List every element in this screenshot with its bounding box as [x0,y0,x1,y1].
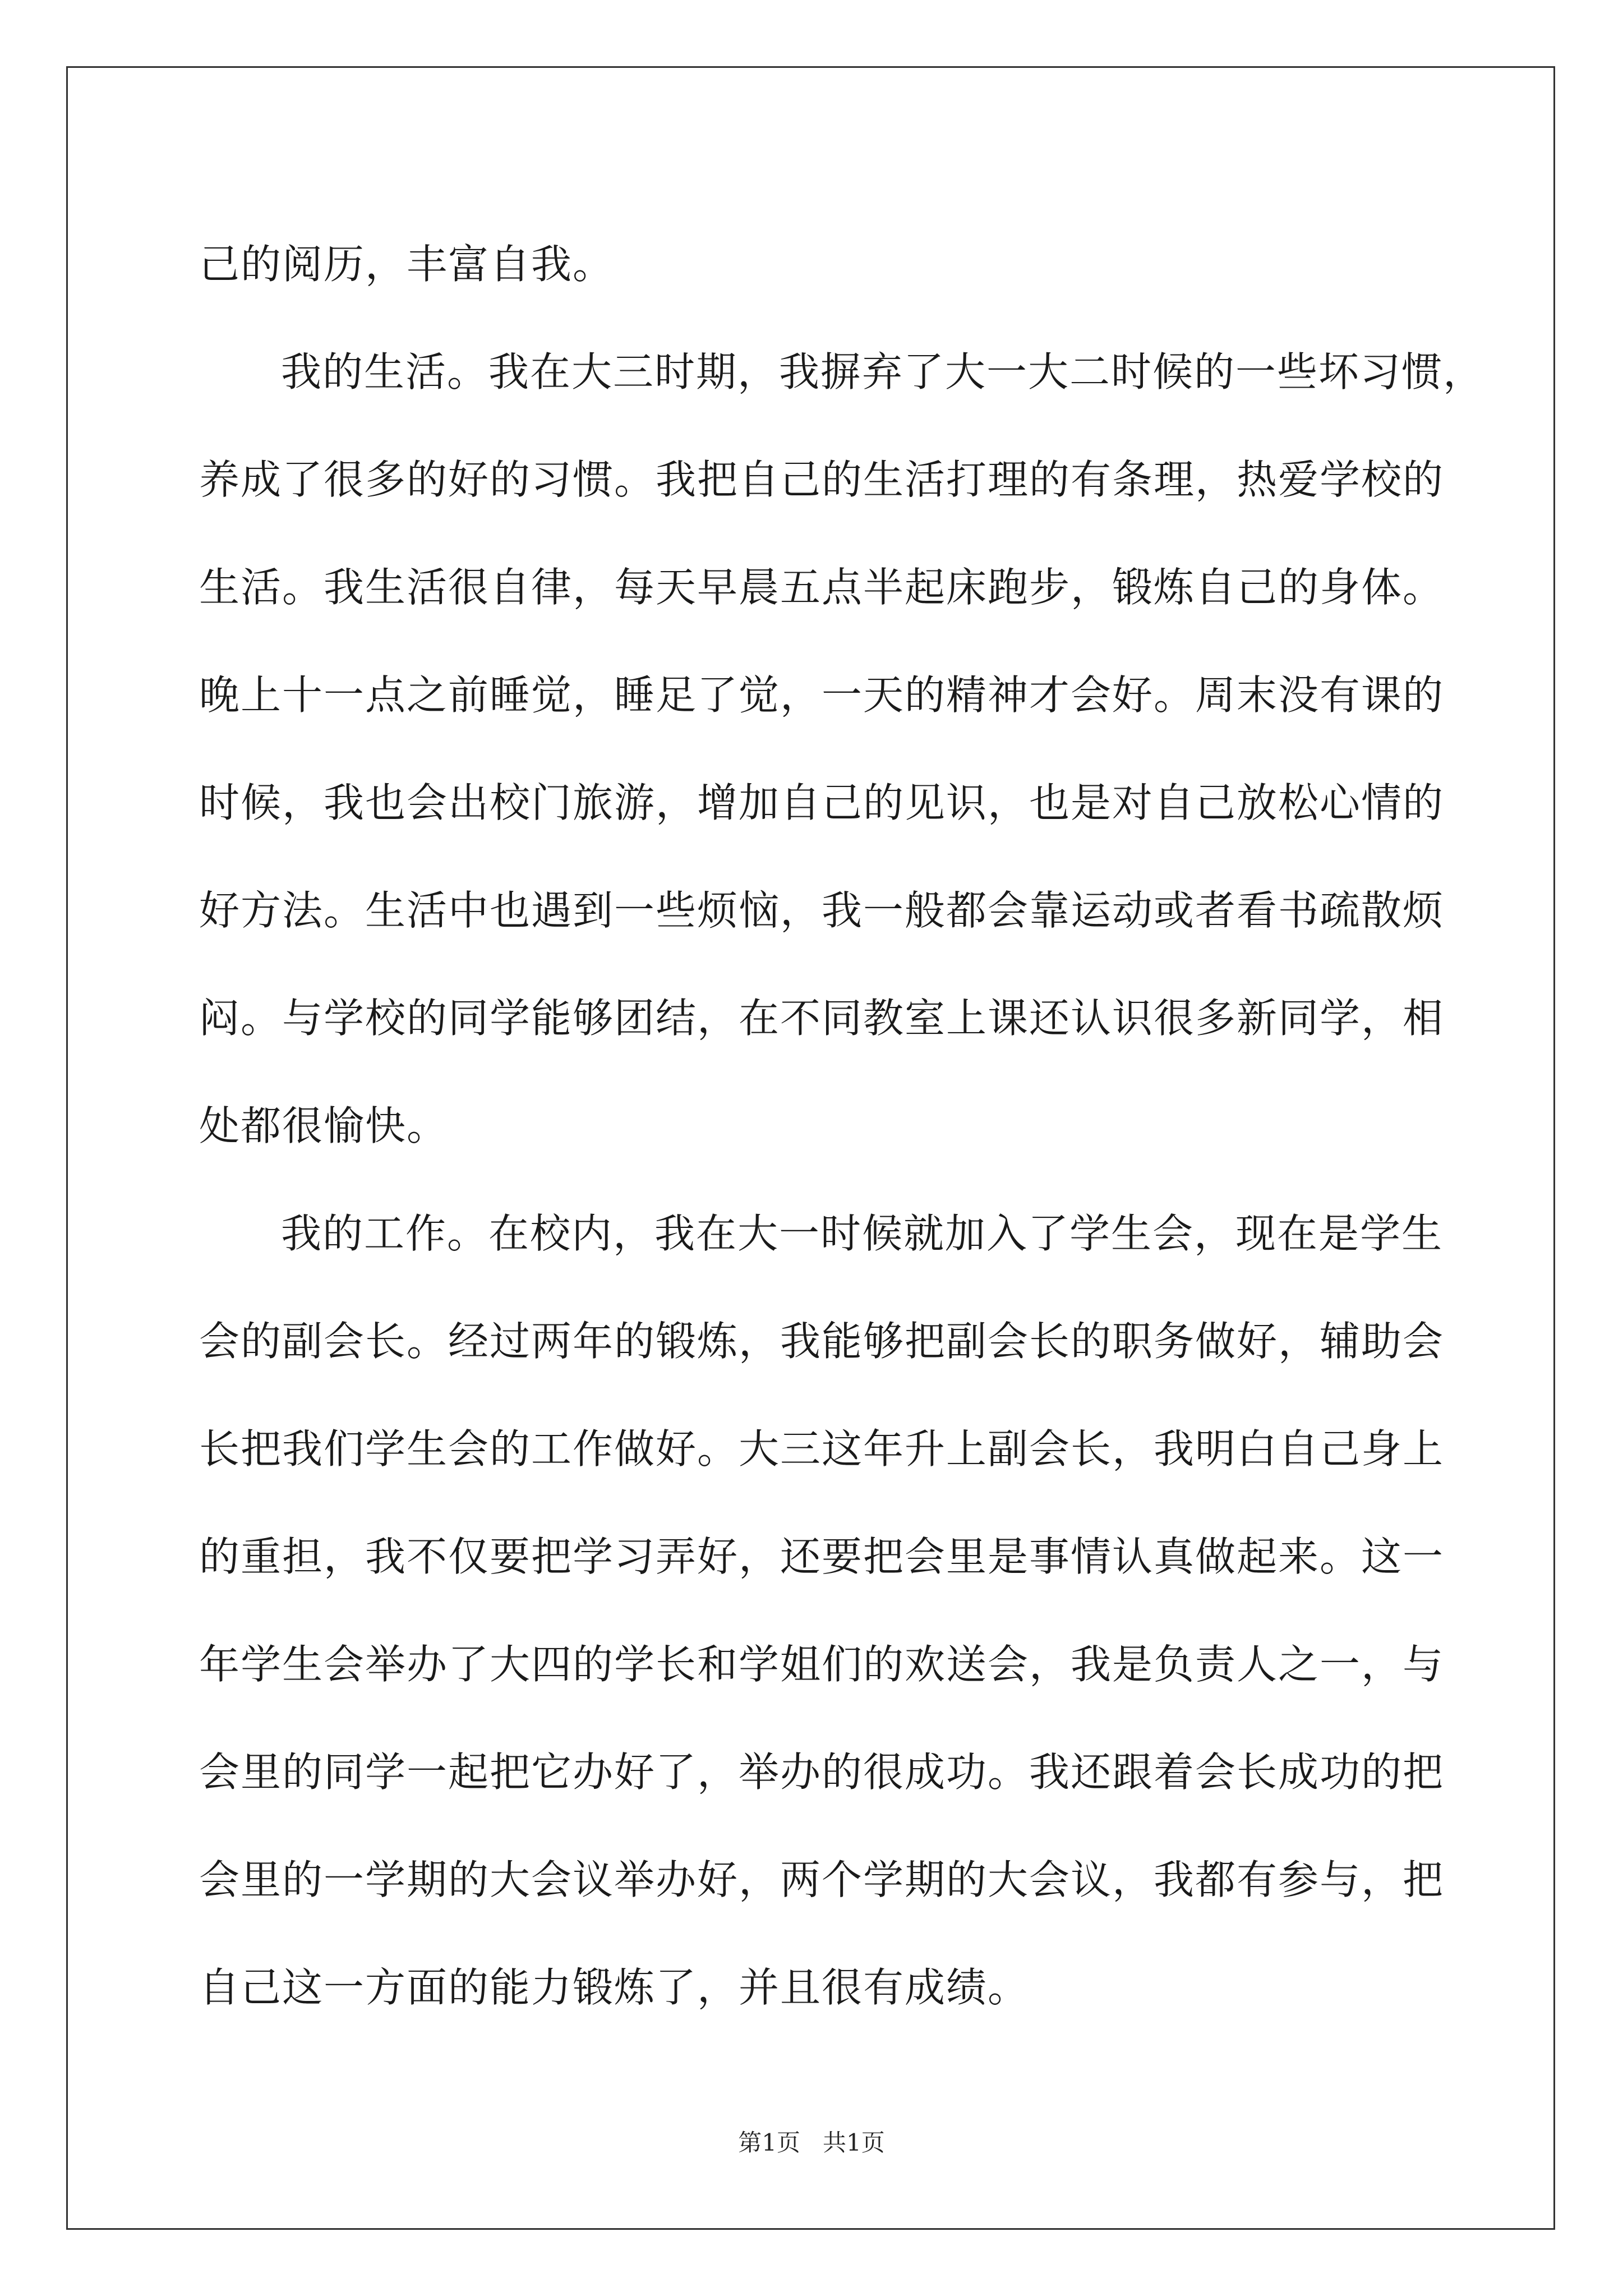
page-footer [0,2126,1623,2160]
text-line: 的重担，我不仅要把学习弄好，还要把会里是事情认真做起来。这一 [199,1533,1445,1580]
text-line: 己的阅历，丰富自我。 [199,241,615,288]
document-body [199,210,1485,2041]
text-line: 好方法。生活中也遇到一些烦恼，我一般都会靠运动或者看书疏散烦 [199,887,1445,934]
text-line: 自己这一方面的能力锻炼了，并且很有成绩。 [199,1964,1030,2011]
text-line: 会里的同学一起把它办好了，举办的很成功。我还跟着会长成功的把 [199,1749,1445,1796]
text-line: 养成了很多的好的习惯。我把自己的生活打理的有条理，热爱学校的 [199,456,1445,503]
text-line: 处都很愉快。 [199,1102,449,1149]
page-total: 共1页 [823,2129,885,2156]
text-line: 长把我们学生会的工作做好。大三这年升上副会长，我明白自己身上 [199,1425,1445,1473]
text-line: 闷。与学校的同学能够团结，在不同教室上课还认识很多新同学，相 [199,995,1445,1042]
text-line: 时候，我也会出校门旅游，增加自己的见识，也是对自己放松心情的 [199,779,1445,826]
page-number: 第1页 [738,2129,800,2156]
text-line: 会里的一学期的大会议举办好，两个学期的大会议，我都有参与，把 [199,1856,1445,1903]
text-line: 晚上十一点之前睡觉，睡足了觉，一天的精神才会好。周末没有课的 [199,671,1445,719]
paragraph-start-line: 我的生活。我在大三时期，我摒弃了大一大二时候的一些坏习惯， [281,348,1485,395]
paragraph-start-line: 我的工作。在校内，我在大一时候就加入了学生会，现在是学生 [281,1210,1444,1257]
text-line: 会的副会长。经过两年的锻炼，我能够把副会长的职务做好，辅助会 [199,1318,1445,1365]
text-line: 生活。我生活很自律，每天早晨五点半起床跑步，锻炼自己的身体。 [199,564,1445,611]
text-line: 年学生会举办了大四的学长和学姐们的欢送会，我是负责人之一，与 [199,1641,1445,1688]
